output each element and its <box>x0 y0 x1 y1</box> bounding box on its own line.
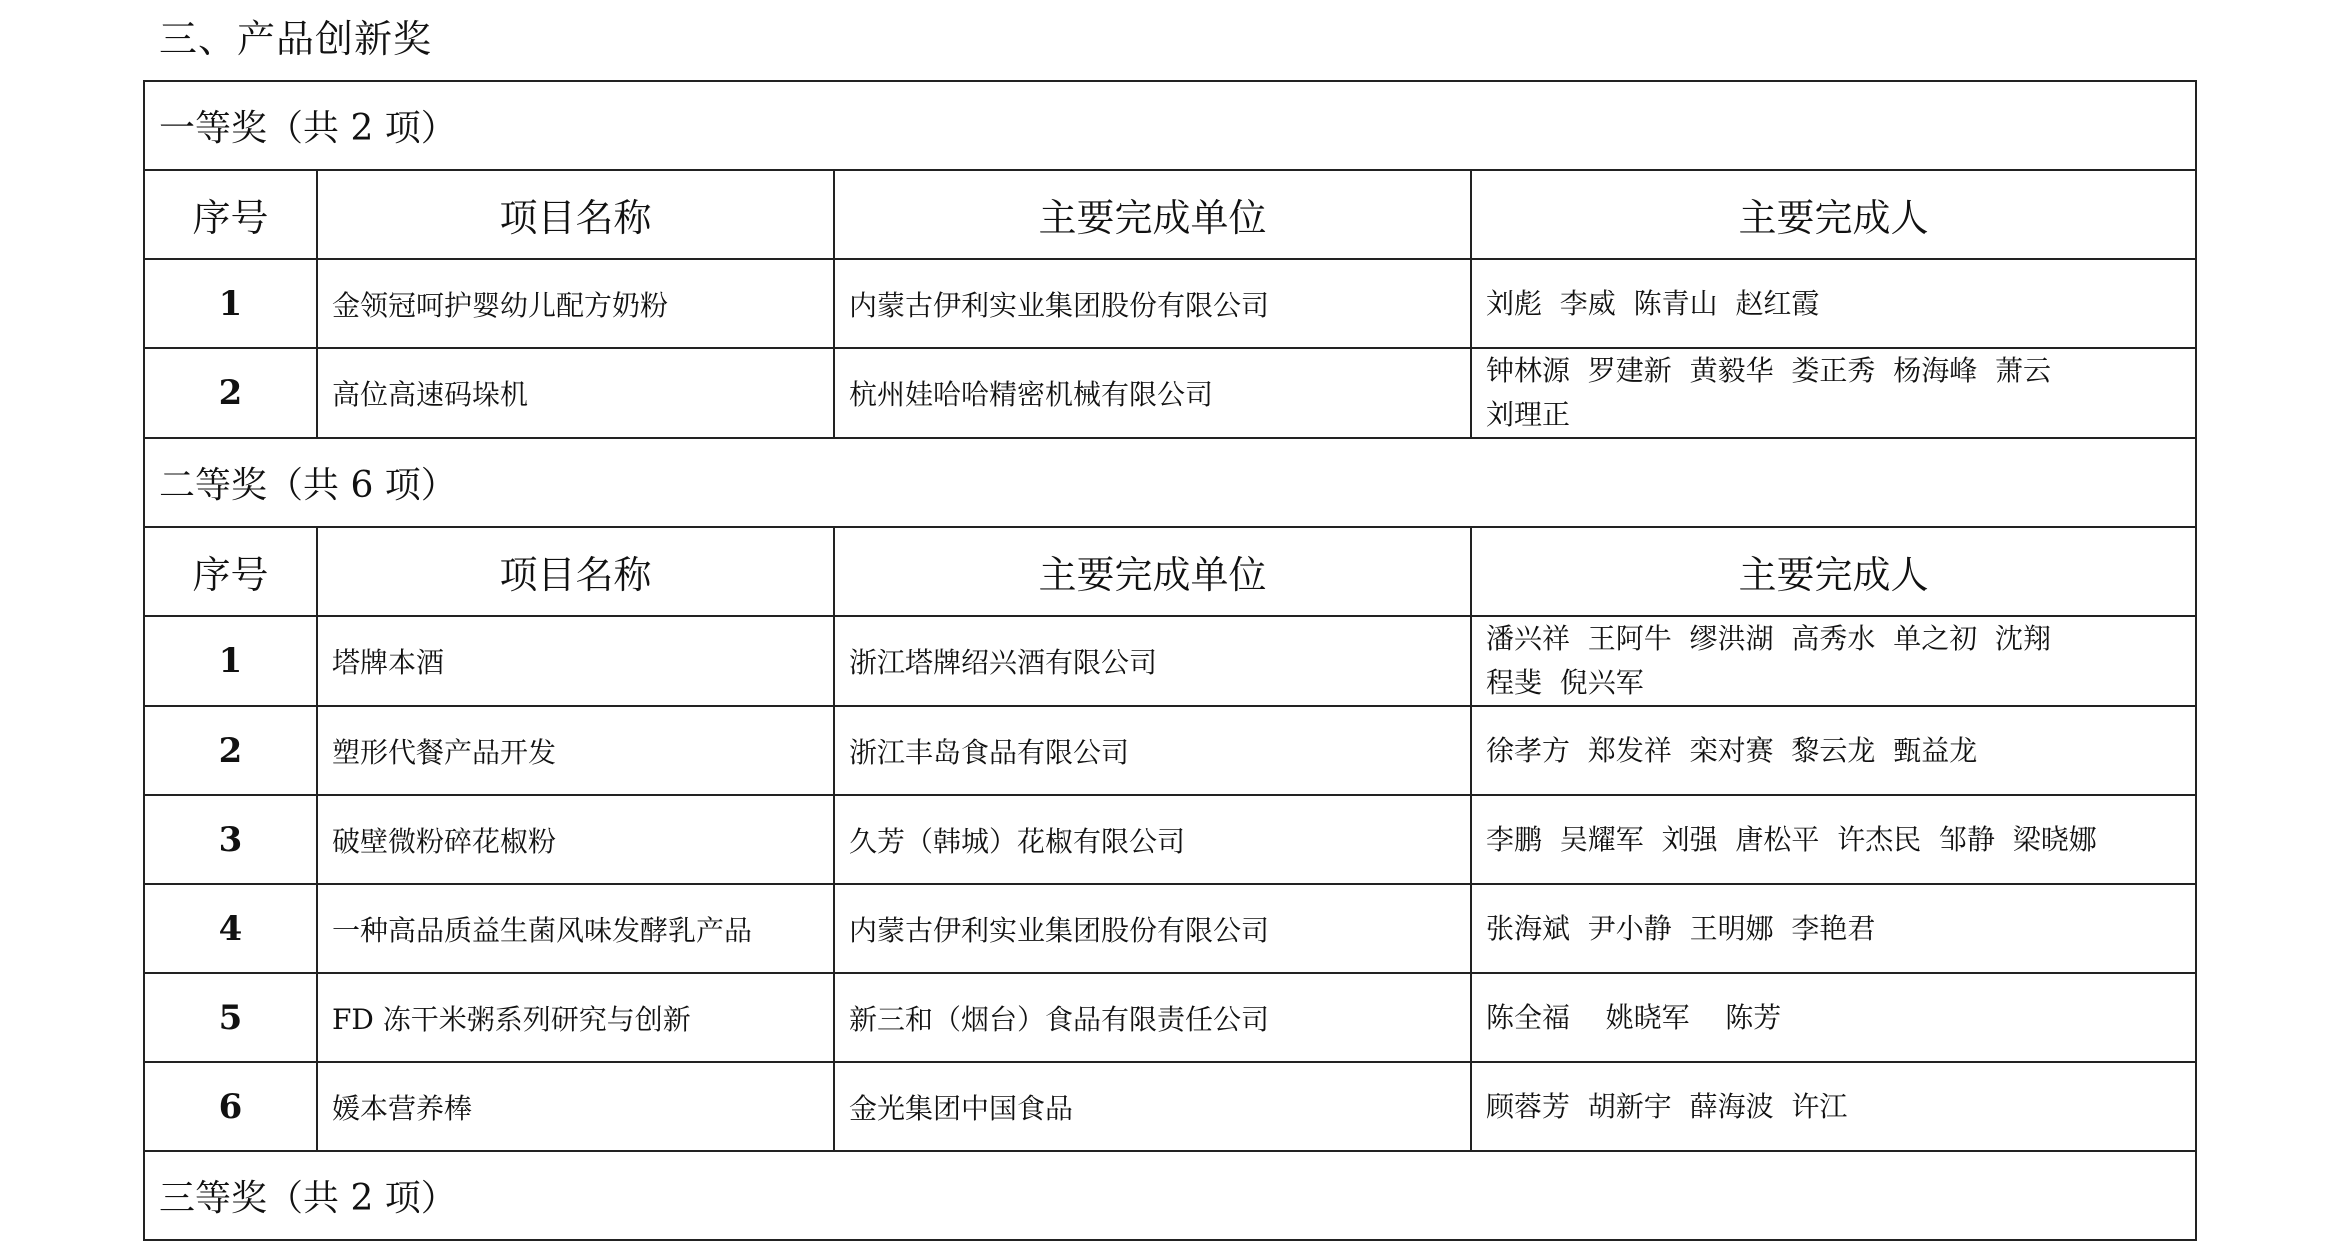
persons-text: 徐孝方 郑发祥 栾对赛 黎云龙 甄益龙 <box>1486 733 1978 767</box>
table-row <box>144 616 2196 706</box>
grade-title: 二等奖（共 6 项） <box>144 438 2196 527</box>
cell-persons <box>1471 616 2196 706</box>
table-header-row <box>144 170 2196 259</box>
cell-unit: 金光集团中国食品 <box>834 1062 1471 1151</box>
cell-name: 塑形代餐产品开发 <box>317 706 834 795</box>
cell-name: 金领冠呵护婴幼儿配方奶粉 <box>317 259 834 348</box>
cell-unit: 久芳（韩城）花椒有限公司 <box>834 795 1471 884</box>
table-row <box>144 706 2196 795</box>
cell-no: 1 <box>144 616 317 706</box>
header-no: 序号 <box>144 170 317 259</box>
grade-title: 三等奖（共 2 项） <box>144 1151 2196 1240</box>
section-title: 三、产品创新奖 <box>159 17 433 61</box>
persons-text: 顾蓉芳 胡新宇 薛海波 许江 <box>1486 1089 1848 1123</box>
cell-name: 塔牌本酒 <box>317 616 834 706</box>
header-name: 项目名称 <box>317 170 834 259</box>
grade-row-second <box>144 438 2196 527</box>
persons-text: 陈全福 姚晓军 陈芳 <box>1486 1000 1782 1034</box>
persons-text: 潘兴祥 王阿牛 缪洪湖 高秀水 单之初 沈翔 程斐 倪兴军 <box>1486 622 2052 699</box>
grade-row-third <box>144 1151 2196 1240</box>
cell-unit: 浙江塔牌绍兴酒有限公司 <box>834 616 1471 706</box>
cell-no: 2 <box>144 706 317 795</box>
cell-name: FD 冻干米粥系列研究与创新 <box>317 973 834 1062</box>
header-unit: 主要完成单位 <box>834 170 1471 259</box>
header-unit: 主要完成单位 <box>834 527 1471 616</box>
cell-persons <box>1471 259 2196 348</box>
table-row <box>144 1062 2196 1151</box>
table-row <box>144 884 2196 973</box>
cell-name: 一种高品质益生菌风味发酵乳产品 <box>317 884 834 973</box>
cell-no: 3 <box>144 795 317 884</box>
cell-persons <box>1471 706 2196 795</box>
header-name: 项目名称 <box>317 527 834 616</box>
grade-row-first <box>144 81 2196 170</box>
cell-unit: 内蒙古伊利实业集团股份有限公司 <box>834 259 1471 348</box>
table-header-row <box>144 527 2196 616</box>
persons-text: 刘彪 李威 陈青山 赵红霞 <box>1486 286 1820 320</box>
cell-no: 1 <box>144 259 317 348</box>
cell-name: 高位高速码垛机 <box>317 348 834 438</box>
cell-no: 5 <box>144 973 317 1062</box>
header-persons: 主要完成人 <box>1471 527 2196 616</box>
table-row <box>144 348 2196 438</box>
table-row <box>144 795 2196 884</box>
cell-persons <box>1471 973 2196 1062</box>
cell-unit: 浙江丰岛食品有限公司 <box>834 706 1471 795</box>
cell-persons <box>1471 795 2196 884</box>
cell-unit: 内蒙古伊利实业集团股份有限公司 <box>834 884 1471 973</box>
table-row <box>144 259 2196 348</box>
cell-unit: 新三和（烟台）食品有限责任公司 <box>834 973 1471 1062</box>
persons-text: 张海斌 尹小静 王明娜 李艳君 <box>1486 911 1876 945</box>
cell-no: 2 <box>144 348 317 438</box>
cell-no: 6 <box>144 1062 317 1151</box>
grade-title: 一等奖（共 2 项） <box>144 81 2196 170</box>
header-no: 序号 <box>144 527 317 616</box>
cell-name: 破壁微粉碎花椒粉 <box>317 795 834 884</box>
table-row <box>144 973 2196 1062</box>
cell-no: 4 <box>144 884 317 973</box>
cell-unit: 杭州娃哈哈精密机械有限公司 <box>834 348 1471 438</box>
cell-persons <box>1471 884 2196 973</box>
cell-name: 媛本营养棒 <box>317 1062 834 1151</box>
cell-persons <box>1471 348 2196 438</box>
persons-text: 李鹏 吴耀军 刘强 唐松平 许杰民 邹静 梁晓娜 <box>1486 822 2097 856</box>
persons-text: 钟林源 罗建新 黄毅华 娄正秀 杨海峰 萧云 刘理正 <box>1486 354 2052 431</box>
cell-persons <box>1471 1062 2196 1151</box>
header-persons: 主要完成人 <box>1471 170 2196 259</box>
awards-table <box>143 80 2197 1241</box>
